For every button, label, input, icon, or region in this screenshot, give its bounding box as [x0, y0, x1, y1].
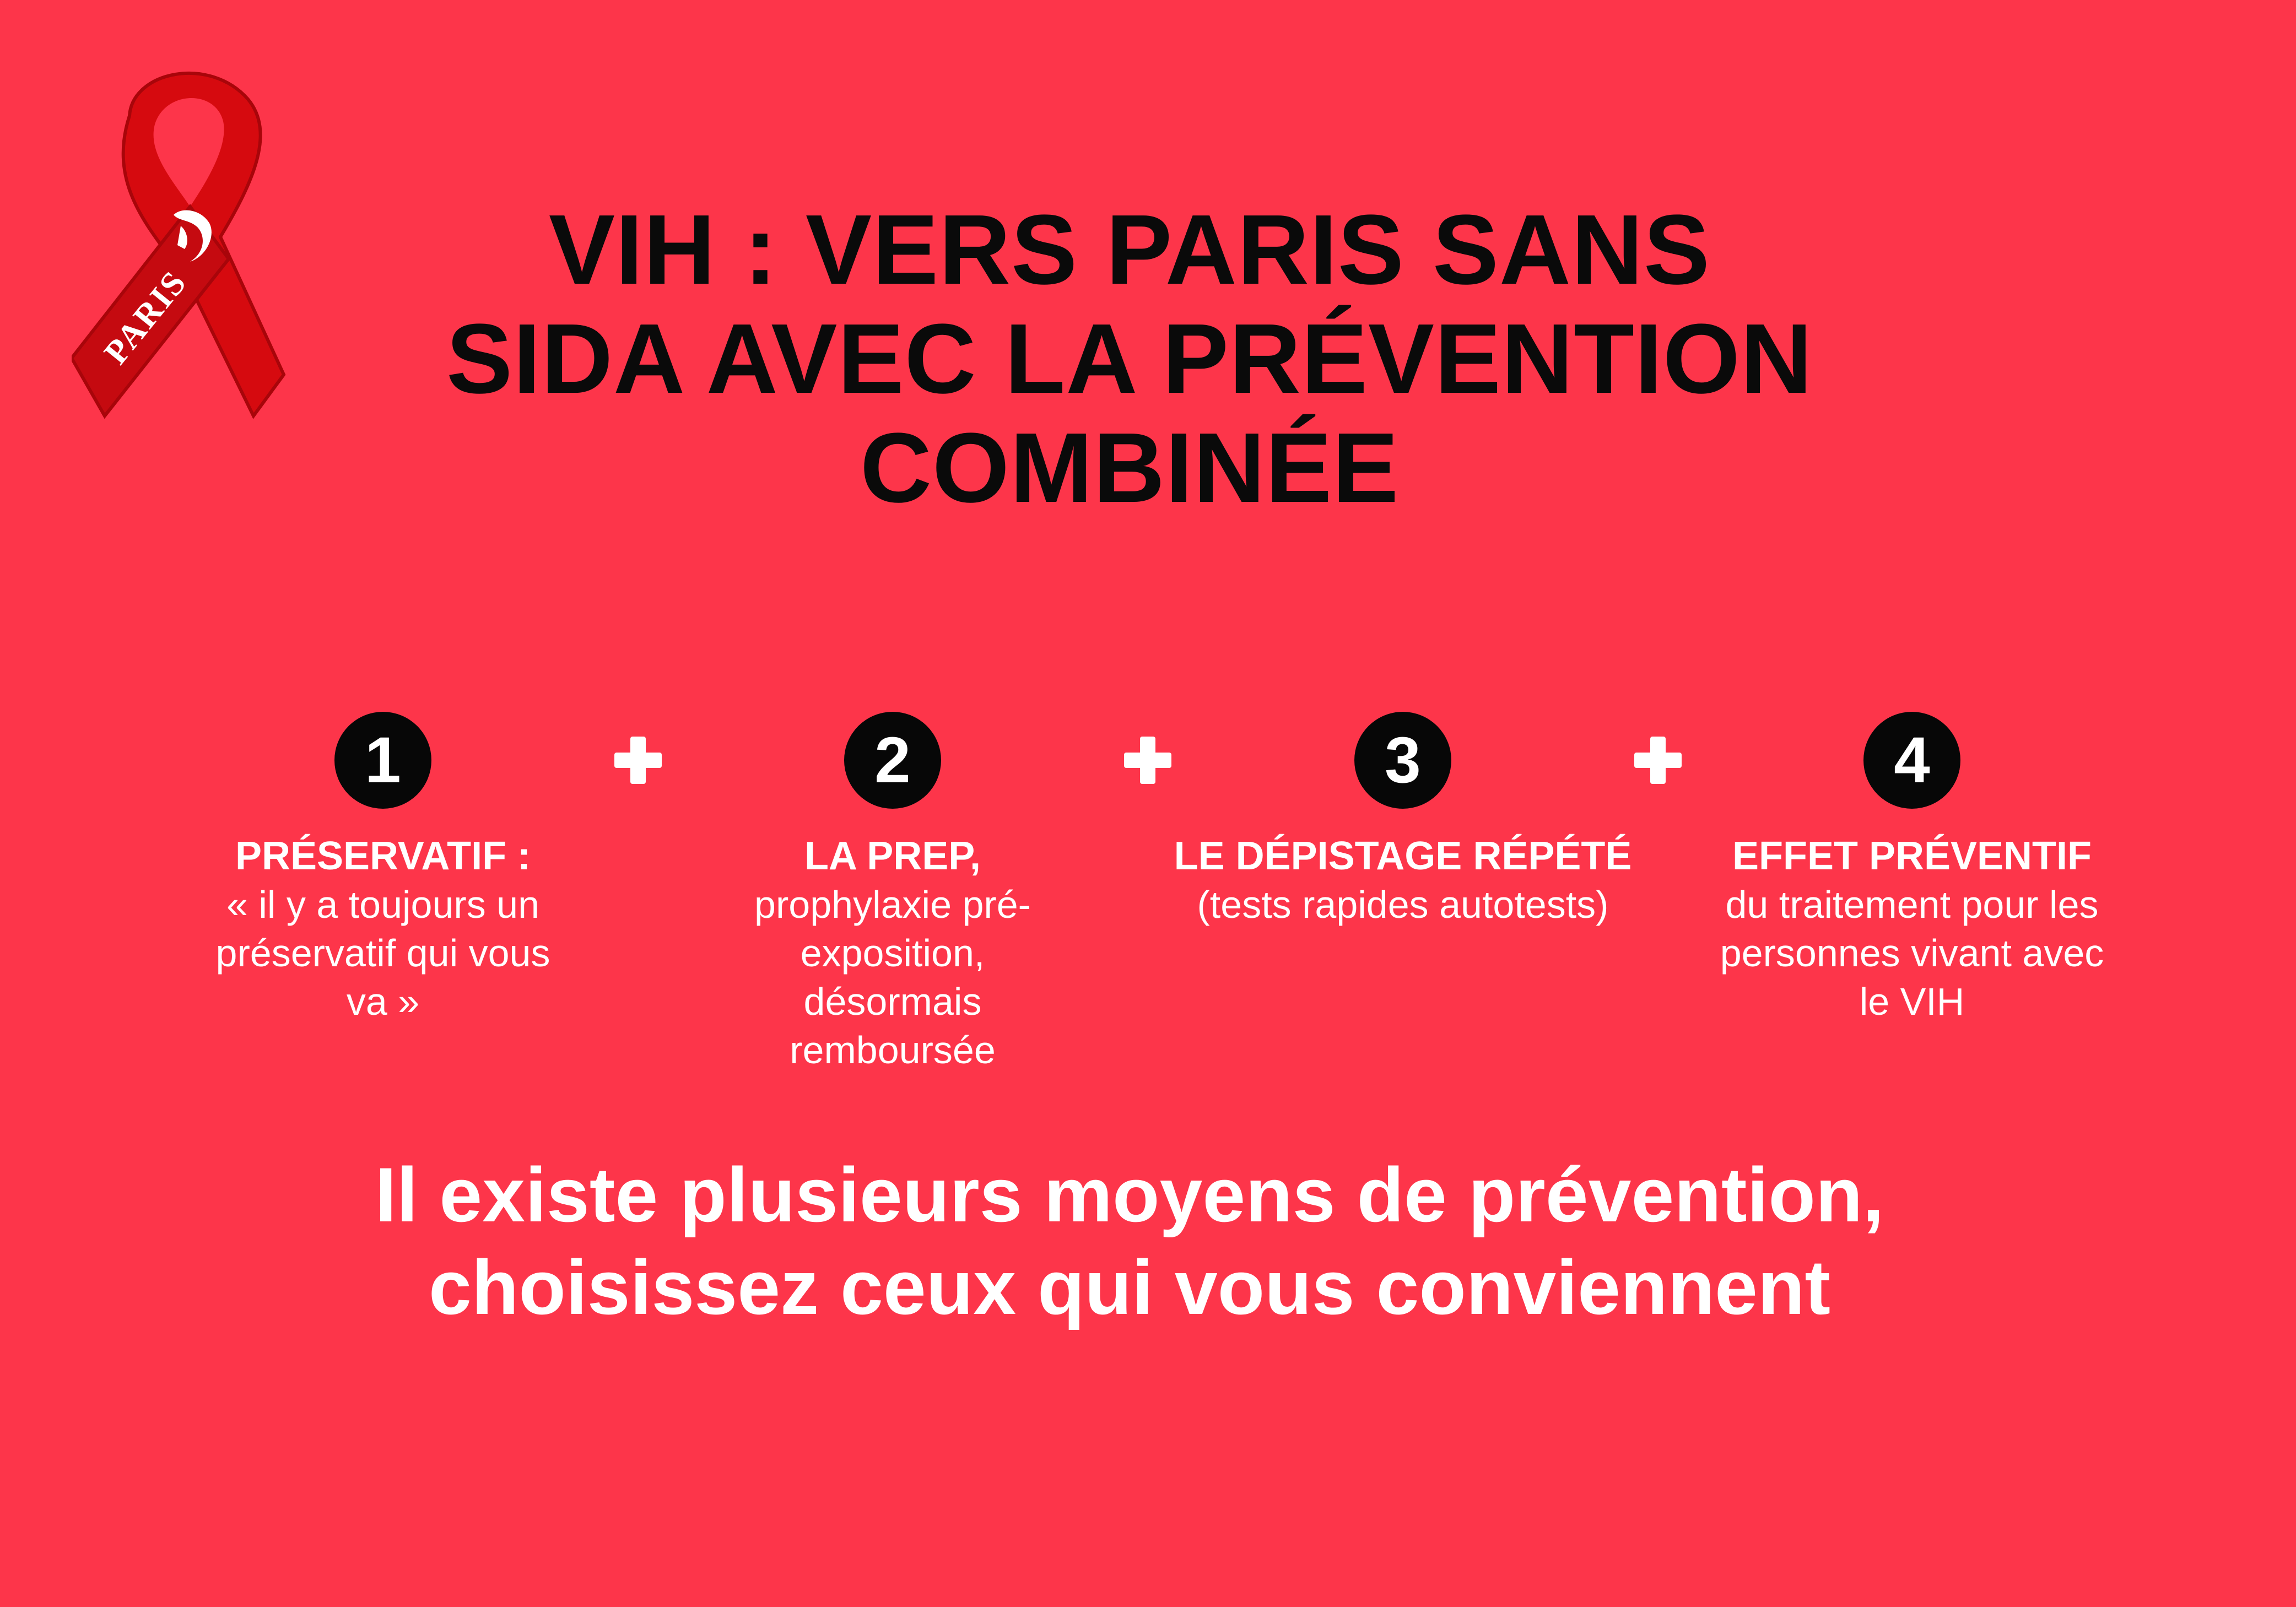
- step-description: prophylaxie pré-exposition, désormais remboursée: [754, 883, 1031, 1072]
- title-line: VIH : VERS PARIS SANS: [548, 194, 1711, 305]
- plus-icon: [614, 737, 662, 784]
- step-description: du traitement pour les personnes vivant avec le VIH: [1720, 883, 2104, 1023]
- step-number-1: 1: [334, 712, 431, 809]
- plus-icon: [1634, 737, 1682, 784]
- conclusion-line: Il existe plusieurs moyens de prévention,: [375, 1151, 1884, 1238]
- step-2-text: [645, 832, 1141, 1074]
- step-number-3: 3: [1354, 712, 1451, 809]
- step-number-2: 2: [844, 712, 941, 809]
- step-4-text: [1664, 832, 2160, 1026]
- conclusion-line: choisissez ceux qui vous conviennent: [428, 1244, 1831, 1330]
- ribbon-icon: [72, 50, 292, 424]
- step-title: LA PREP,: [804, 834, 981, 878]
- step-description: (tests rapides autotests): [1197, 883, 1609, 926]
- title-line: SIDA AVEC LA PRÉVENTION: [446, 304, 1813, 414]
- step-description: « il y a toujours un préservatif qui vous va »: [215, 883, 550, 1023]
- step-3-text: [1155, 832, 1651, 929]
- step-title: PRÉSERVATIF :: [235, 834, 531, 878]
- plus-icon: [1124, 737, 1171, 784]
- step-1-text: [135, 832, 631, 1026]
- title-line: COMBINÉE: [860, 413, 1400, 523]
- step-number-4: 4: [1863, 712, 1960, 809]
- page-title: [275, 196, 1984, 523]
- step-title: EFFET PRÉVENTIF: [1732, 834, 2092, 878]
- step-title: LE DÉPISTAGE RÉPÉTÉ: [1174, 834, 1632, 878]
- red-ribbon-logo: [72, 50, 292, 424]
- paris-logo-text: PARIS: [97, 263, 195, 371]
- conclusion-text: [220, 1149, 2039, 1334]
